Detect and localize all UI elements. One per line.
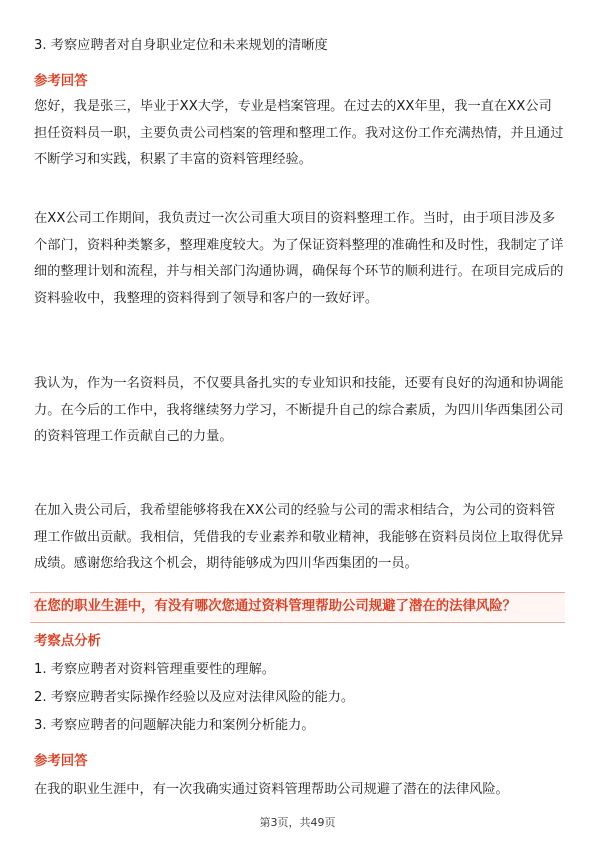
answer-paragraph-3: 我认为，作为一名资料员，不仅要具备扎实的专业知识和技能，还要有良好的沟通和协调能力。在今后的工作中，我将继续努力学习，不断提升自己的综合素质，为四川华西集团公司的资料管理工作贡献自己的力量。: [34, 376, 564, 444]
page-number: 第3页，共49页: [259, 816, 336, 829]
reference-answer-label-2: 参考回答: [34, 754, 88, 769]
analysis-item-1: 1. 考察应聘者对资料管理重要性的理解。: [34, 662, 275, 677]
interview-question: 在您的职业生涯中，有没有哪次您通过资料管理帮助公司规避了潜在的法律风险？: [34, 599, 517, 614]
answer-paragraph-2: 在XX公司工作期间，我负责过一次公司重大项目的资料整理工作。当时，由于项目涉及多个部门，资料种类繁多，整理难度较大。为了保证资料整理的准确性和及时性，我制定了详细的整理计划和流程，并与相关部门沟通协调，确保每个环节的顺利进行。在项目完成后的资料验收中，我整理的资料得到了领导和客户的一致好评。: [34, 211, 564, 306]
analysis-item-2: 2. 考察应聘者实际操作经验以及应对法律风险的能力。: [34, 690, 355, 705]
answer-paragraph-4: 在加入贵公司后，我希望能够将我在XX公司的经验与公司的需求相结合，为公司的资料管理工作做出贡献。我相信，凭借我的专业素养和敬业精神，我能够在资料员岗位上取得优异成绩。感谢您给我这个机会，期待能够成为四川华西集团的一员。: [34, 503, 564, 571]
analysis-item-3: 3. 考察应聘者的问题解决能力和案例分析能力。: [34, 718, 315, 733]
reference-answer-label: 参考回答: [34, 74, 88, 89]
assessment-item-3: 3. 考察应聘者对自身职业定位和未来规划的清晰度: [34, 38, 328, 53]
answer-paragraph-1: 您好，我是张三，毕业于XX大学，专业是档案管理。在过去的XX年里，我一直在XX公司担任资料员一职，主要负责公司档案的管理和整理工作。我对这份工作充满热情，并且通过不断学习和实践，积累了丰富的资料管理经验。: [34, 99, 564, 167]
question-divider-bottom: [30, 622, 565, 623]
analysis-label: 考察点分析: [34, 634, 101, 649]
final-answer-paragraph: 在我的职业生涯中，有一次我确实通过资料管理帮助公司规避了潜在的法律风险。: [34, 782, 509, 797]
